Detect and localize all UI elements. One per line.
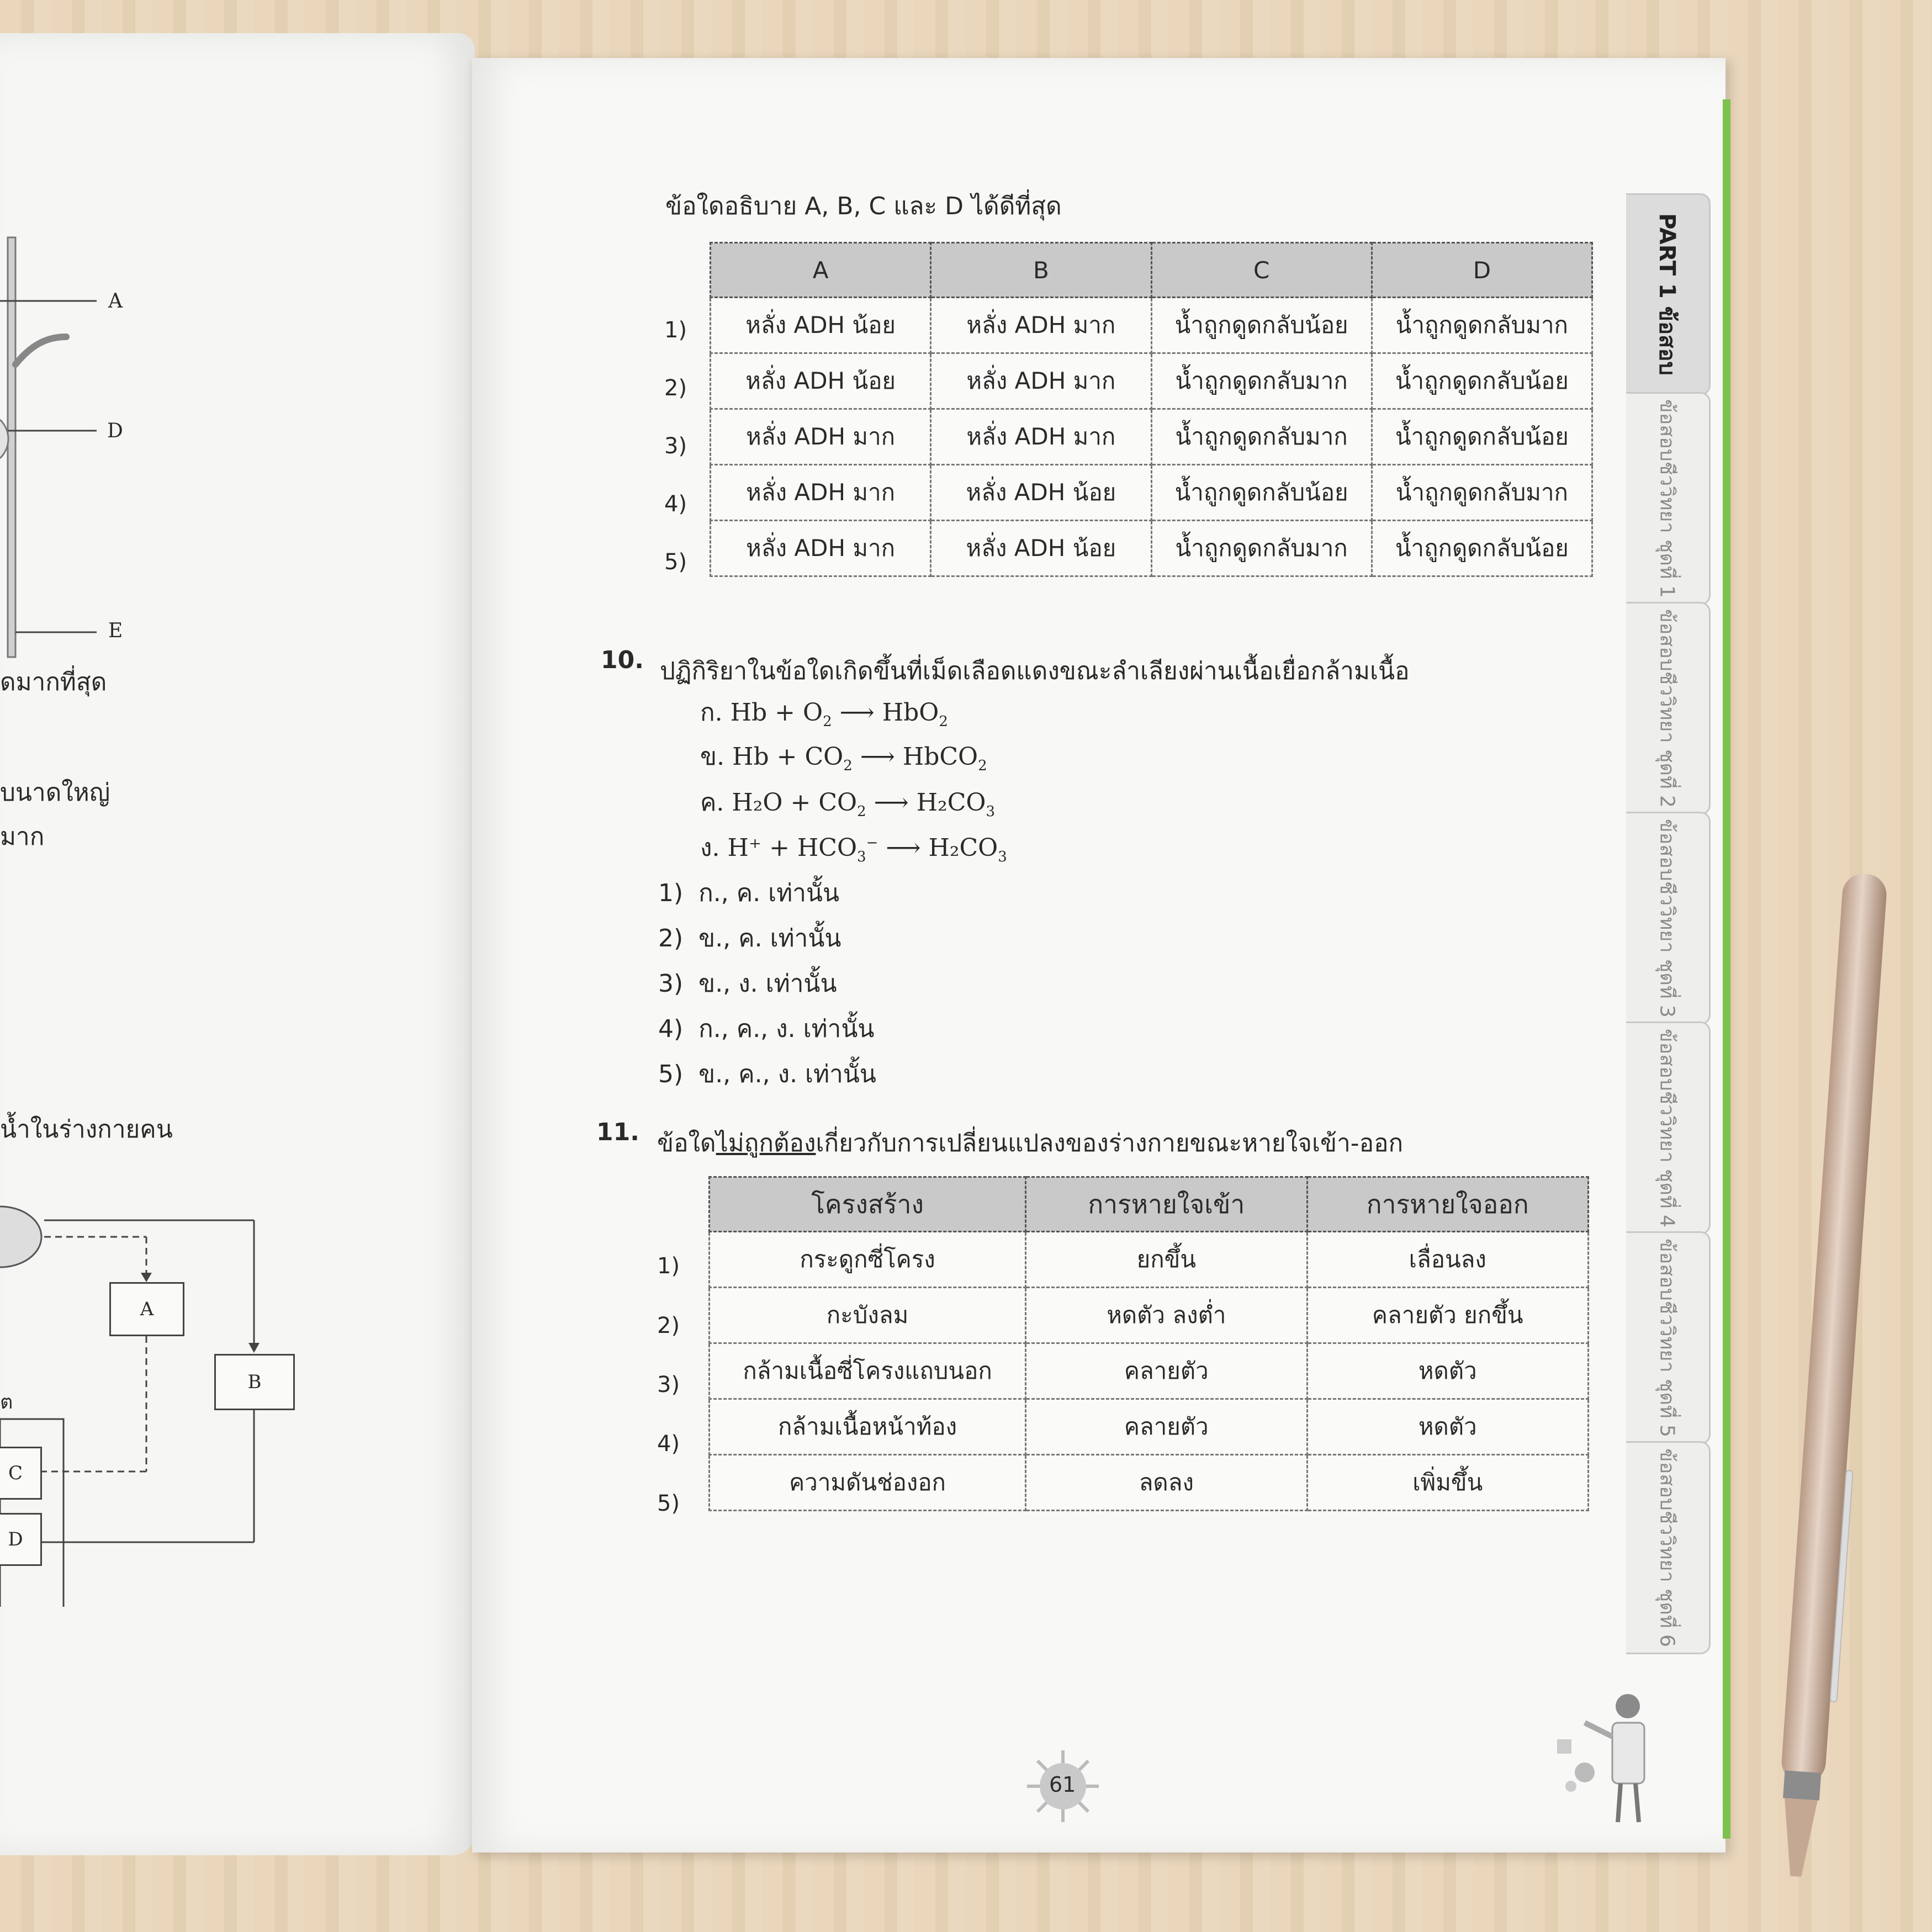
q9-header-c: C xyxy=(1151,243,1372,298)
table-cell: หดตัว xyxy=(1307,1399,1588,1455)
reaction-lhs: H₂O + CO xyxy=(732,788,858,817)
table-cell: คลายตัว xyxy=(1026,1343,1307,1399)
q11-row-num: 3) xyxy=(657,1372,680,1398)
q11-prompt-after: เกี่ยวกับการเปลี่ยนแปลงของร่างกายขณะหายใจเข้า-ออก xyxy=(816,1129,1404,1157)
reaction-label: ก. xyxy=(700,698,723,727)
flow-box-b: B xyxy=(214,1354,295,1410)
reaction-lhs: H⁺ + HCO xyxy=(727,834,858,862)
table-row xyxy=(710,1455,1589,1511)
table-cell: หลั่ง ADH มาก xyxy=(931,298,1151,353)
choice-num: 2) xyxy=(658,924,684,952)
q10-choice xyxy=(658,919,841,957)
choice-text: ข., ค., ง. เท่านั้น xyxy=(698,1060,876,1088)
q11-row-num: 5) xyxy=(657,1491,680,1516)
book-green-edge xyxy=(1723,99,1730,1839)
table-cell: หลั่ง ADH น้อย xyxy=(931,521,1151,576)
q10-reaction xyxy=(700,783,995,822)
choice-text: ก., ค., ง. เท่านั้น xyxy=(698,1015,875,1043)
arrow-icon: ⟶ xyxy=(839,698,875,727)
table-cell: หดตัว xyxy=(1307,1343,1588,1399)
q11-number: 11. xyxy=(596,1118,639,1146)
table-cell: หลั่ง ADH น้อย xyxy=(711,353,931,409)
table-cell: หดตัว ลงต่ำ xyxy=(1026,1288,1307,1343)
table-cell: น้ำถูกดูดกลับมาก xyxy=(1151,521,1372,576)
table-cell: น้ำถูกดูดกลับน้อย xyxy=(1151,298,1372,353)
table-cell: น้ำถูกดูดกลับน้อย xyxy=(1372,409,1592,465)
diagram-label-a: A xyxy=(108,290,123,313)
tab-label: ข้อสอบชีววิทยา ชุดที่ 1 xyxy=(1655,399,1679,598)
q11-header-structure: โครงสร้าง xyxy=(710,1177,1026,1232)
table-cell: น้ำถูกดูดกลับมาก xyxy=(1372,465,1592,521)
table-row xyxy=(710,1232,1589,1288)
q11-prompt-underlined: ไม่ถูกต้อง xyxy=(716,1129,816,1157)
tab-label: ข้อสอบชีววิทยา ชุดที่ 4 xyxy=(1655,1029,1679,1227)
table-cell: คลายตัว xyxy=(1026,1399,1307,1455)
table-cell: ลดลง xyxy=(1026,1455,1307,1511)
table-row xyxy=(711,298,1592,353)
q9-row-num: 3) xyxy=(664,433,687,459)
q11-row-num: 4) xyxy=(657,1431,680,1457)
q11-header-inhale: การหายใจเข้า xyxy=(1026,1177,1307,1232)
table-cell: หลั่ง ADH มาก xyxy=(931,353,1151,409)
tab-label: ข้อสอบชีววิทยา ชุดที่ 2 xyxy=(1655,609,1679,808)
q9-row-num: 4) xyxy=(664,491,687,517)
table-cell: น้ำถูกดูดกลับมาก xyxy=(1151,409,1372,465)
flow-box-c: C xyxy=(0,1447,42,1500)
diagram-label-e: E xyxy=(108,620,123,642)
reaction-rhs-sub: 2 xyxy=(939,713,948,730)
table-cell: น้ำถูกดูดกลับน้อย xyxy=(1372,353,1592,409)
diagram-label-d: D xyxy=(107,420,123,442)
table-row xyxy=(710,1399,1589,1455)
tab-label: PART 1 ข้อสอบ xyxy=(1654,213,1680,375)
q9-header-d: D xyxy=(1372,243,1592,298)
flow-box-d: D xyxy=(0,1513,42,1566)
left-text-4: น้ำในร่างกายคน xyxy=(0,1115,173,1144)
choice-num: 1) xyxy=(658,879,684,907)
table-row xyxy=(710,1288,1589,1343)
q11-row-num: 2) xyxy=(657,1313,680,1338)
reaction-rhs: HbCO xyxy=(902,743,978,771)
choice-text: ก., ค. เท่านั้น xyxy=(698,879,840,907)
reaction-lhs-sup: − xyxy=(866,834,878,851)
tab-set-4[interactable] xyxy=(1626,1021,1711,1235)
q9-prompt: ข้อใดอธิบาย A, B, C และ D ได้ดีที่สุด xyxy=(665,192,1062,220)
table-cell: น้ำถูกดูดกลับน้อย xyxy=(1151,465,1372,521)
q11-table xyxy=(708,1176,1589,1511)
table-cell: เลื่อนลง xyxy=(1307,1232,1588,1288)
q10-choice xyxy=(658,874,839,912)
reaction-lhs-sub: 3 xyxy=(857,848,866,865)
table-cell: หลั่ง ADH มาก xyxy=(711,409,931,465)
q10-reaction xyxy=(700,737,987,776)
table-cell: กะบังลม xyxy=(710,1288,1026,1343)
table-row xyxy=(711,521,1592,576)
q10-number: 10. xyxy=(601,646,644,674)
table-cell: น้ำถูกดูดกลับมาก xyxy=(1372,298,1592,353)
q9-header-b: B xyxy=(931,243,1151,298)
tab-set-6[interactable] xyxy=(1626,1441,1711,1654)
q10-reaction xyxy=(700,828,1007,867)
q11-prompt-before: ข้อใด xyxy=(657,1129,716,1157)
tab-label: ข้อสอบชีววิทยา ชุดที่ 6 xyxy=(1655,1448,1679,1647)
tab-set-5[interactable] xyxy=(1626,1231,1711,1444)
tab-set-2[interactable] xyxy=(1626,602,1711,815)
reaction-rhs: H₂CO xyxy=(916,788,986,817)
table-cell: เพิ่มขึ้น xyxy=(1307,1455,1588,1511)
flow-side-label: ต xyxy=(0,1391,13,1414)
left-text-2: บนาดใหญ่ xyxy=(0,779,110,807)
page-number: 61 xyxy=(1049,1772,1076,1797)
reaction-label: ค. xyxy=(700,788,724,817)
tab-set-3[interactable] xyxy=(1626,812,1711,1025)
pen xyxy=(1756,861,1899,1899)
arrow-icon: ⟶ xyxy=(874,788,909,817)
reaction-rhs-sub: 2 xyxy=(978,757,987,774)
table-cell: กระดูกซี่โครง xyxy=(710,1232,1026,1288)
table-cell: น้ำถูกดูดกลับมาก xyxy=(1151,353,1372,409)
reaction-lhs-sub: 2 xyxy=(843,757,853,774)
tab-part-1[interactable] xyxy=(1626,193,1711,395)
table-cell: หลั่ง ADH มาก xyxy=(931,409,1151,465)
table-cell: หลั่ง ADH น้อย xyxy=(931,465,1151,521)
reaction-lhs-sub: 2 xyxy=(823,713,832,730)
table-cell: ยกขึ้น xyxy=(1026,1232,1307,1288)
q11-header-exhale: การหายใจออก xyxy=(1307,1177,1588,1232)
left-text-1: ดมากที่สุด xyxy=(0,668,107,696)
q11-row-num: 1) xyxy=(657,1253,680,1279)
q10-choice xyxy=(658,1009,875,1048)
arrow-icon: ⟶ xyxy=(860,743,895,771)
q11-prompt xyxy=(657,1124,1403,1162)
table-cell: หลั่ง ADH มาก xyxy=(711,465,931,521)
tab-set-1[interactable] xyxy=(1626,392,1711,605)
reaction-rhs: HbO xyxy=(882,698,939,727)
reaction-rhs-sub: 3 xyxy=(998,848,1007,865)
reaction-label: ข. xyxy=(700,743,725,771)
left-page xyxy=(0,33,475,1855)
table-row xyxy=(711,465,1592,521)
choice-num: 5) xyxy=(658,1060,684,1088)
table-cell: น้ำถูกดูดกลับน้อย xyxy=(1372,521,1592,576)
arrow-icon: ⟶ xyxy=(886,834,921,862)
reaction-lhs: Hb + CO xyxy=(732,743,844,771)
choice-num: 3) xyxy=(658,970,684,998)
table-cell: กล้ามเนื้อซี่โครงแถบนอก xyxy=(710,1343,1026,1399)
q10-prompt: ปฏิกิริยาในข้อใดเกิดขึ้นที่เม็ดเลือดแดงขณะลำเลียงผ่านเนื้อเยื่อกล้ามเนื้อ xyxy=(660,657,1410,685)
q9-table xyxy=(710,242,1593,577)
table-cell: กล้ามเนื้อหน้าท้อง xyxy=(710,1399,1026,1455)
table-cell: หลั่ง ADH มาก xyxy=(711,521,931,576)
scientist-illustration-icon xyxy=(1552,1684,1662,1828)
table-cell: ความดันช่องอก xyxy=(710,1455,1026,1511)
choice-text: ข., ค. เท่านั้น xyxy=(698,924,841,952)
q9-row-num: 1) xyxy=(664,317,687,343)
table-cell: คลายตัว ยกขึ้น xyxy=(1307,1288,1588,1343)
q10-choice xyxy=(658,964,837,1003)
tab-label: ข้อสอบชีววิทยา ชุดที่ 5 xyxy=(1655,1238,1679,1437)
q10-reaction xyxy=(700,693,948,732)
table-cell: หลั่ง ADH น้อย xyxy=(711,298,931,353)
reaction-rhs-sub: 3 xyxy=(986,803,996,820)
table-row xyxy=(710,1343,1589,1399)
table-row xyxy=(711,409,1592,465)
choice-num: 4) xyxy=(658,1015,684,1043)
tab-label: ข้อสอบชีววิทยา ชุดที่ 3 xyxy=(1655,819,1679,1018)
reaction-rhs: H₂CO xyxy=(928,834,998,862)
reaction-lhs-sub: 2 xyxy=(857,803,866,820)
q9-row-num: 2) xyxy=(664,375,687,401)
q9-header-a: A xyxy=(711,243,931,298)
choice-text: ข., ง. เท่านั้น xyxy=(698,970,837,998)
left-text-3: มาก xyxy=(0,823,45,851)
reaction-label: ง. xyxy=(700,834,720,862)
reaction-lhs: Hb + O xyxy=(730,698,823,727)
table-row xyxy=(711,353,1592,409)
flow-box-a: A xyxy=(109,1282,184,1336)
q9-row-num: 5) xyxy=(664,549,687,575)
q10-choice xyxy=(658,1055,876,1093)
